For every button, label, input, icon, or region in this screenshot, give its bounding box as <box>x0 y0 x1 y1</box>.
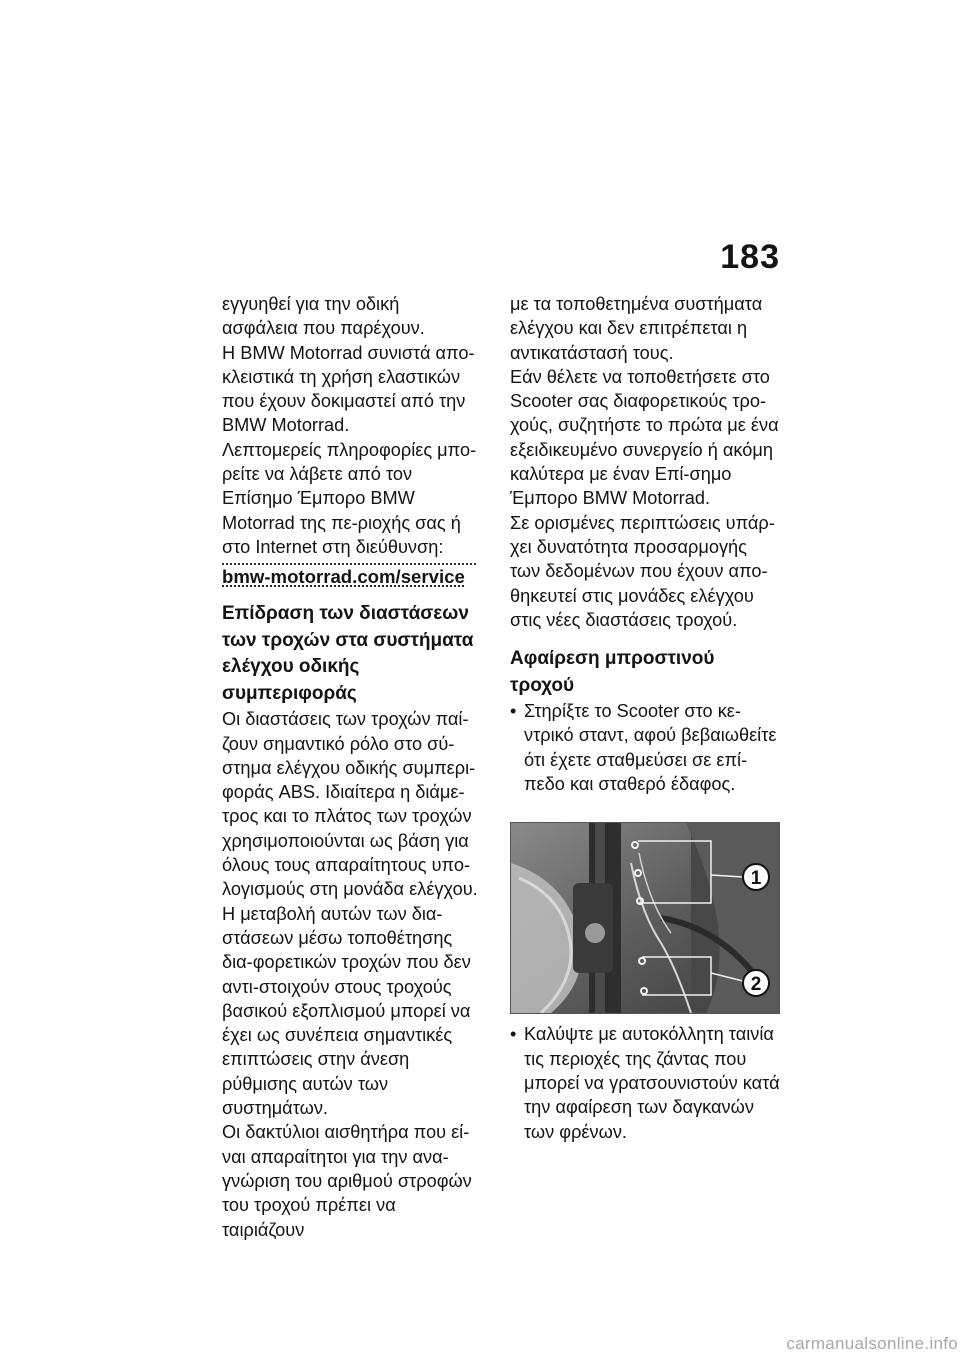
paragraph: εγγυηθεί για την οδική ασφάλεια που παρέχουν. <box>222 294 425 339</box>
list-item <box>510 1022 780 1143</box>
paragraph: Σε ορισμένες περιπτώσεις υπάρ-χει δυνατότητα προσαρμογής των δεδομένων που έχουν απο-θηκευτεί στις μονάδες ελέγχου στις νέες διαστάσεις τροχού. <box>510 512 775 630</box>
paragraph: με τα τοποθετημένα συστήματα ελέγχου και δεν επιτρέπεται η αντικατάστασή τους. <box>510 294 763 363</box>
list-item <box>510 699 780 796</box>
paragraph: Η μεταβολή αυτών των δια-στάσεων μέσω τοποθέτησης δια-φορετικών τροχών που δεν αντι-στοιχούν στους τροχούς βασικού εξοπλισμού μπορεί να έχει ως συνέπεια σημαντικές επιπτώσεις στην άνεση ρύθμισης αυτών των συστημάτων. <box>222 903 471 1119</box>
paragraph: Λεπτομερείς πληροφορίες μπο-ρείτε να λάβετε από τον Επίσημο Έμπορο BMW Motorrad της πε-ριοχής σας ή στο Internet στη διεύθυνση: <box>222 439 477 557</box>
paragraph: Η BMW Motorrad συνιστά απο-κλειστικά τη χρήση ελαστικών που έχουν δοκιμαστεί από την BMW Motorrad. <box>222 342 475 436</box>
callout-2-label: 2 <box>750 974 762 996</box>
page-number: 183 <box>720 238 780 276</box>
right-column <box>510 292 780 1144</box>
bullet-icon: • <box>510 1024 517 1045</box>
paragraph: Οι διαστάσεις των τροχών παί-ζουν σημαντικό ρόλο στο σύ-στημα ελέγχου οδικής συμπερι-φοράς ABS. Ιδιαίτερα η διάμε-τρος και το πλάτος των τροχών χρησιμοποιούνται ως βάση για όλους τους απαραίτητους υπο-λογισμούς στη μονάδα ελέγχου. <box>222 709 478 900</box>
list-item-text: Καλύψτε με αυτοκόλλητη ταινία τις περιοχές της ζάντας που μπορεί να γρατσουνιστούν κατά την αφαίρεση των δαγκανών των φρένων. <box>524 1024 780 1142</box>
front-wheel-photo <box>510 822 780 1014</box>
paragraph: Οι δακτύλιοι αισθητήρα που εί-ναι απαραίτητοι για την ανα-γνώριση του αριθμού στροφών του τροχού πρέπει να ταιριάζουν <box>222 1122 472 1240</box>
service-link[interactable]: bmw-motorrad.com/service <box>222 566 465 588</box>
section-heading-front-wheel-removal: Αφαίρεση μπροστινού τροχού <box>510 648 715 696</box>
list-item-text: Στηρίξτε το Scooter στο κε-ντρικό σταντ, αφού βεβαιωθείτε ότι έχετε σταθμεύσει σε επί-πεδο και σταθερό έδαφος. <box>524 701 777 795</box>
section-heading-wheel-dimensions: Επίδραση των διαστάσεων των τροχών στα συστήματα ελέγχου οδικής συμπεριφοράς <box>222 603 474 704</box>
watermark: carmanualsonline.info <box>786 1334 958 1353</box>
left-column <box>222 292 480 1242</box>
callout-1-label: 1 <box>750 868 762 890</box>
front-wheel-illustration <box>511 823 779 1013</box>
bullet-icon: • <box>510 701 517 722</box>
paragraph: Εάν θέλετε να τοποθετήσετε στο Scooter σας διαφορετικούς τρο-χούς, συζητήστε το πρώτα με ένα εξειδικευμένο συνεργείο ή ακόμη καλύτερα με έναν Επί-σημο Έμπορο BMW Motorrad. <box>510 366 779 509</box>
